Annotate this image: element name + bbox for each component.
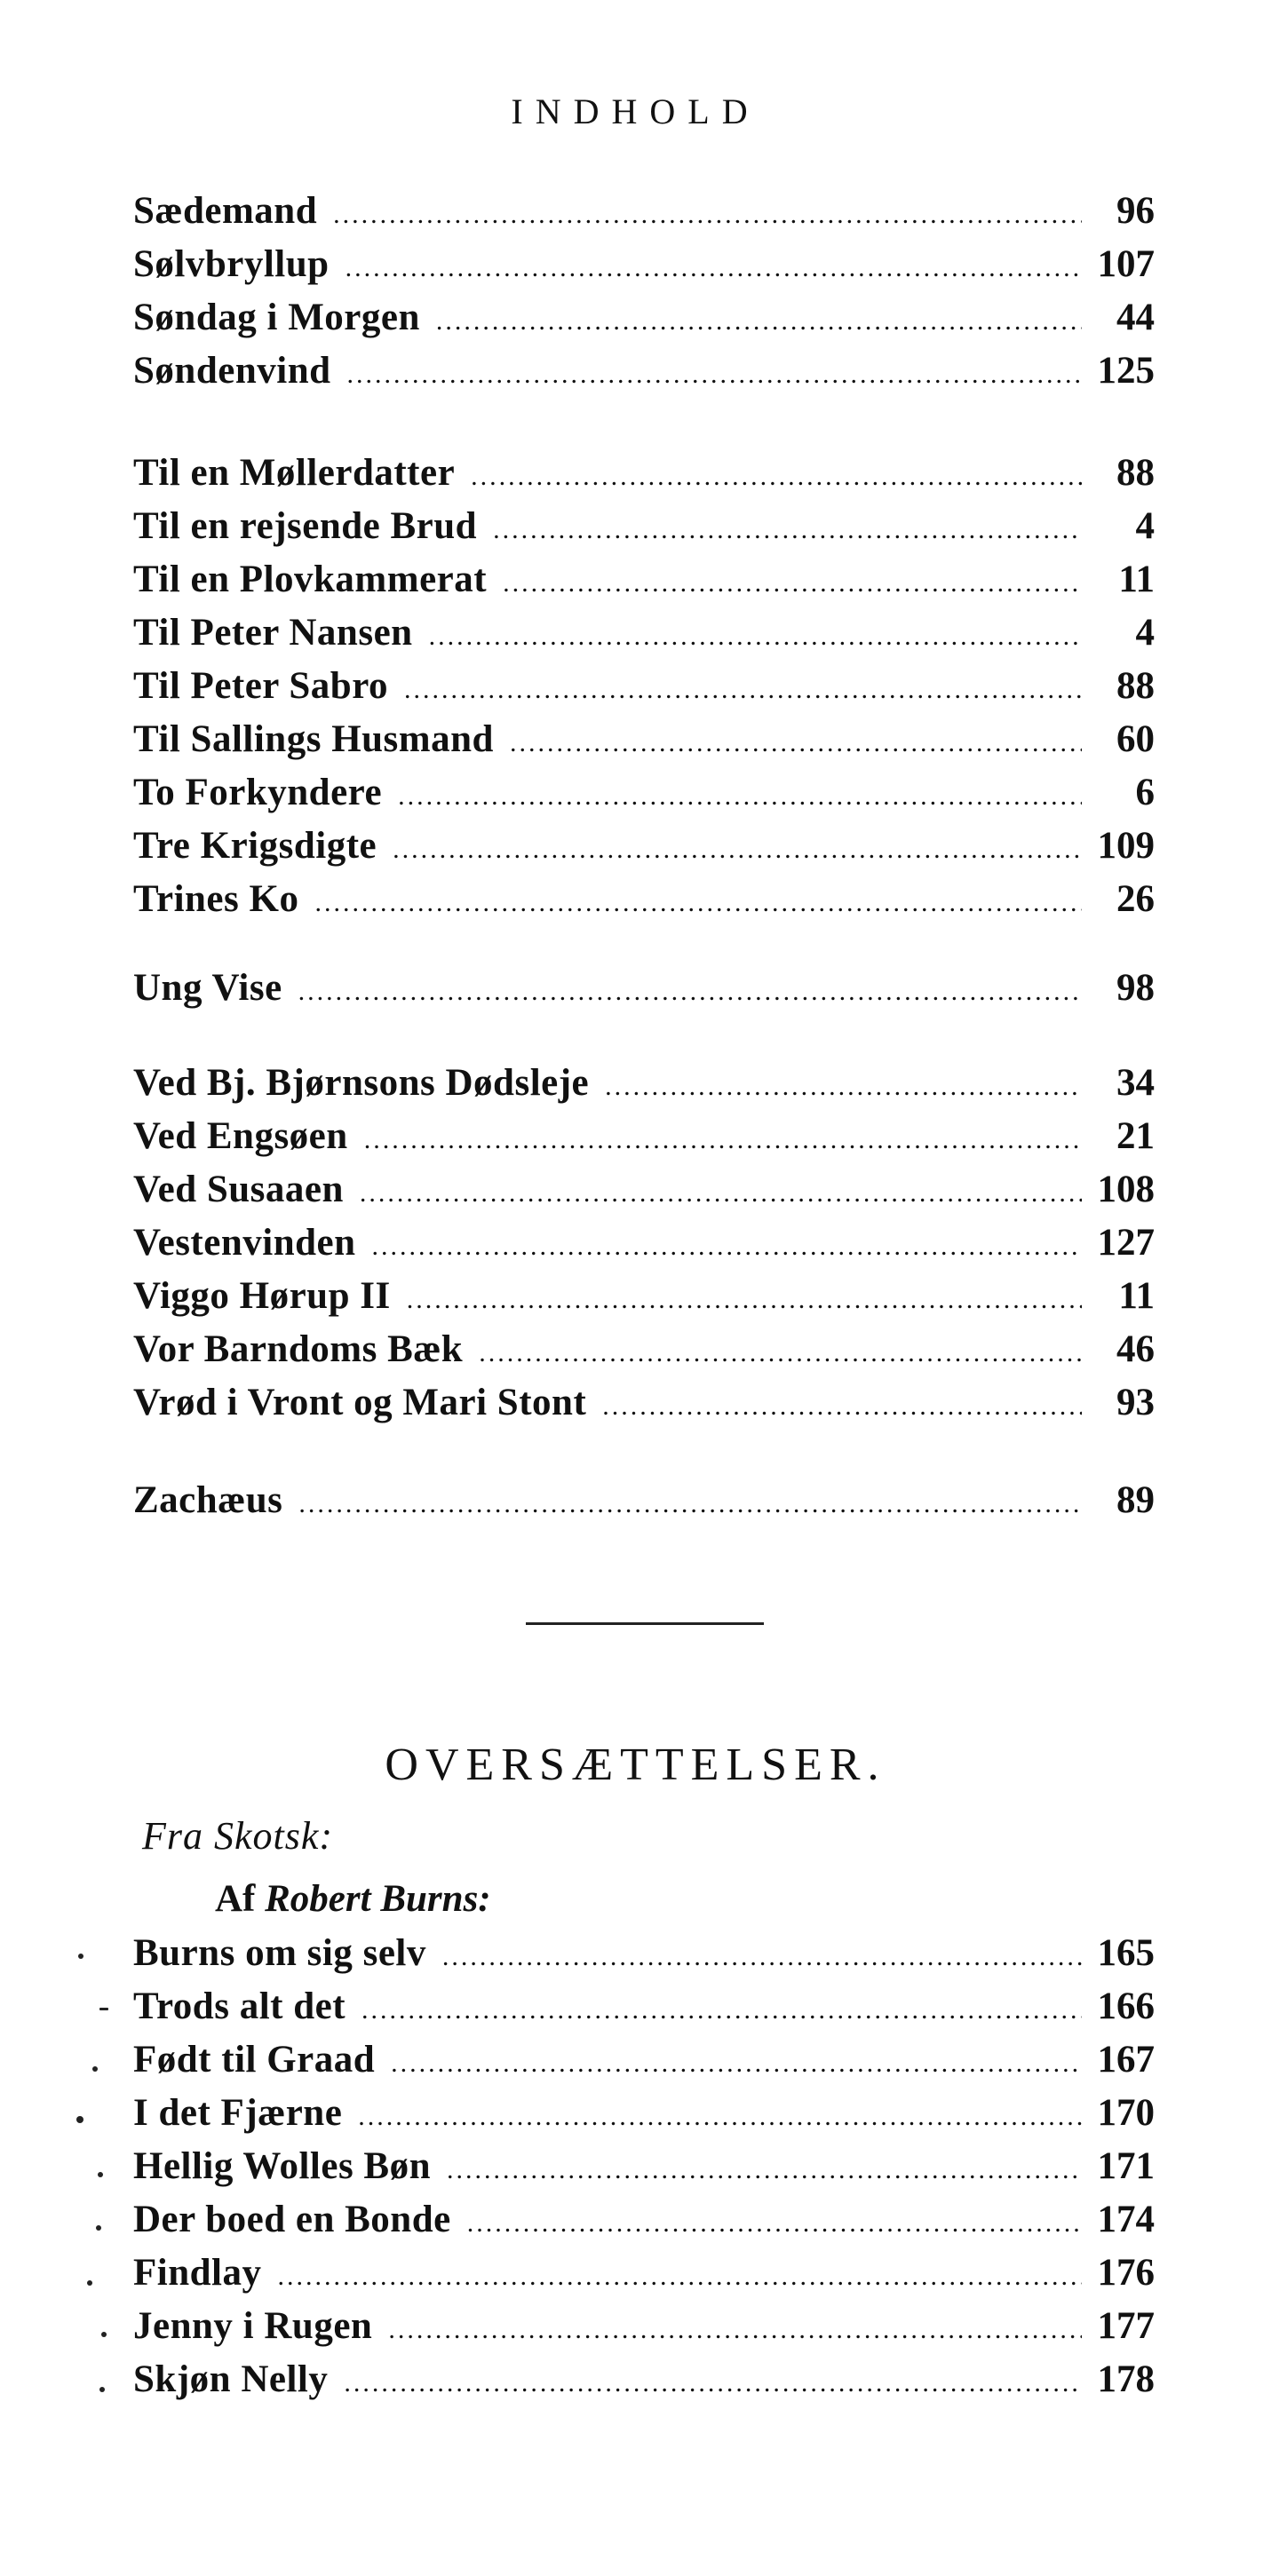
entry-title: Til en rejsende Brud (133, 505, 478, 547)
toc-group (133, 1057, 1155, 1430)
page-number: 171 (1097, 2145, 1155, 2187)
toc-entry (133, 766, 1155, 820)
toc-entry (133, 606, 1155, 660)
toc-entry (133, 1217, 1155, 1270)
page-number: 26 (1116, 878, 1155, 920)
toc-entry (133, 1163, 1155, 1217)
margin-mark (99, 2387, 105, 2392)
toc-entry (133, 185, 1155, 238)
dot-leader (388, 2303, 1082, 2357)
margin-mark (76, 2116, 83, 2123)
page-number: 165 (1097, 1932, 1155, 1974)
page-number: 98 (1116, 967, 1155, 1009)
entry-title: Sædemand (133, 190, 318, 232)
page-number: 4 (1135, 612, 1155, 654)
dot-leader (346, 242, 1082, 295)
dot-leader (393, 823, 1082, 876)
page-number: 170 (1097, 2092, 1155, 2134)
dot-leader (364, 1114, 1082, 1167)
entry-title: Født til Graad (133, 2039, 376, 2081)
dot-leader (503, 557, 1082, 610)
entry-title: Ved Bj. Bjørnsons Dødsleje (133, 1062, 590, 1104)
toc-entry (133, 447, 1155, 500)
page-number: 176 (1097, 2252, 1155, 2294)
entry-title: Ung Vise (133, 967, 282, 1009)
toc-entry (133, 2247, 1155, 2300)
entry-title: Sølvbryllup (133, 243, 330, 285)
page-number: 108 (1097, 1169, 1155, 1210)
dot-leader (471, 450, 1082, 503)
entry-title: Zachæus (133, 1479, 283, 1521)
page-number: 89 (1116, 1479, 1155, 1521)
page-number: 167 (1097, 2039, 1155, 2081)
entry-title: Ved Susaaen (133, 1169, 344, 1210)
translations-list (133, 1927, 1155, 2406)
entry-title: Til en Møllerdatter (133, 452, 456, 494)
entry-title: Søndenvind (133, 350, 331, 392)
entry-title: Til Peter Nansen (133, 612, 413, 654)
page-number: 88 (1116, 665, 1155, 707)
dot-leader (398, 770, 1082, 823)
dot-leader (344, 2357, 1082, 2410)
toc-entry (133, 1474, 1155, 1527)
page-number: 6 (1135, 772, 1155, 813)
toc-group (133, 1474, 1155, 1527)
page-number: 11 (1118, 559, 1155, 600)
entry-title: Burns om sig selv (133, 1932, 426, 1974)
page-number: 34 (1116, 1062, 1155, 1104)
dot-leader (391, 2037, 1082, 2090)
dot-leader (298, 965, 1082, 1019)
toc-entry (133, 1323, 1155, 1376)
toc-entry (133, 873, 1155, 926)
toc-entry (133, 2033, 1155, 2087)
page-number: 174 (1097, 2199, 1155, 2240)
author-name: Robert Burns: (265, 1878, 491, 1920)
page-number: 125 (1097, 350, 1155, 392)
toc-entry (133, 2193, 1155, 2247)
toc-entry (133, 1110, 1155, 1163)
toc-entry (133, 2353, 1155, 2406)
toc-entry (133, 1980, 1155, 2033)
page-number: 178 (1097, 2358, 1155, 2400)
dot-leader (510, 717, 1082, 770)
dot-leader (436, 295, 1082, 348)
entry-title: I det Fjærne (133, 2092, 343, 2134)
page-number: 177 (1097, 2305, 1155, 2347)
dot-leader (602, 1380, 1082, 1433)
page-number: 109 (1097, 825, 1155, 867)
entry-title: Vrød i Vront og Mari Stont (133, 1382, 587, 1423)
margin-mark (101, 2332, 107, 2337)
toc-entry (133, 2140, 1155, 2193)
entry-title: Søndag i Morgen (133, 297, 420, 338)
dot-leader (407, 1273, 1082, 1327)
page-number: 60 (1116, 718, 1155, 760)
toc-entry (133, 1057, 1155, 1110)
section-divider (526, 1622, 764, 1625)
page-number: 46 (1116, 1328, 1155, 1370)
dot-leader (298, 1478, 1082, 1531)
toc-entry (133, 713, 1155, 766)
dot-leader (278, 2250, 1083, 2303)
entry-title: Tre Krigsdigte (133, 825, 377, 867)
page-number: 4 (1135, 505, 1155, 547)
page-number: 11 (1118, 1275, 1155, 1317)
dot-leader (467, 2197, 1082, 2250)
page-number: 93 (1116, 1382, 1155, 1423)
dot-leader (372, 1220, 1082, 1273)
dot-leader (429, 610, 1082, 663)
dot-leader (358, 2090, 1082, 2144)
author-line (215, 1873, 491, 1926)
toc-group (133, 185, 1155, 398)
entry-title: Vor Barndoms Bæk (133, 1328, 464, 1370)
toc-entry (133, 238, 1155, 291)
page-number: 107 (1097, 243, 1155, 285)
toc-entry (133, 500, 1155, 553)
page-number: 96 (1116, 190, 1155, 232)
entry-title: Hellig Wolles Bøn (133, 2145, 432, 2187)
entry-title: Trines Ko (133, 878, 299, 920)
toc-entry (133, 2087, 1155, 2140)
margin-mark (99, 2008, 108, 2010)
dot-leader (605, 1060, 1082, 1114)
author-prefix: Af (215, 1878, 256, 1920)
margin-mark (96, 2225, 101, 2231)
toc-group (133, 447, 1155, 926)
toc-entry (133, 553, 1155, 606)
margin-mark (92, 2066, 98, 2072)
entry-title: Viggo Hørup II (133, 1275, 391, 1317)
entry-title: Jenny i Rugen (133, 2305, 373, 2347)
page-number: 88 (1116, 452, 1155, 494)
entry-title: Trods alt det (133, 1986, 346, 2027)
toc-entry (133, 820, 1155, 873)
toc-entry (133, 660, 1155, 713)
entry-title: Der boed en Bonde (133, 2199, 451, 2240)
translations-heading: OVERSÆTTELSER. (385, 1740, 886, 1790)
margin-mark (98, 2172, 103, 2177)
toc-entry (133, 1927, 1155, 1980)
page-number: 44 (1116, 297, 1155, 338)
toc-entry (133, 962, 1155, 1015)
toc-entry (133, 345, 1155, 398)
page-number: 166 (1097, 1986, 1155, 2027)
toc-entry (133, 1376, 1155, 1430)
dot-leader (442, 1930, 1082, 1984)
margin-mark (78, 1954, 83, 1959)
language-subheading: Fra Skotsk: (142, 1814, 334, 1858)
entry-title: To Forkyndere (133, 772, 383, 813)
toc-entry (133, 1270, 1155, 1323)
dot-leader (347, 348, 1082, 401)
dot-leader (360, 1167, 1082, 1220)
toc-entry (133, 291, 1155, 345)
entry-title: Findlay (133, 2252, 262, 2294)
page-number: 21 (1116, 1115, 1155, 1157)
entry-title: Skjøn Nelly (133, 2358, 329, 2400)
page-header: INDHOLD (511, 91, 760, 131)
toc-group (133, 962, 1155, 1015)
dot-leader (493, 503, 1082, 557)
dot-leader (404, 663, 1082, 717)
entry-title: Til en Plovkammerat (133, 559, 488, 600)
dot-leader (361, 1984, 1082, 2037)
page-number: 127 (1097, 1222, 1155, 1264)
dot-leader (447, 2144, 1082, 2197)
entry-title: Vestenvinden (133, 1222, 356, 1264)
entry-title: Til Peter Sabro (133, 665, 388, 707)
toc-entry (133, 2300, 1155, 2353)
dot-leader (314, 876, 1082, 930)
dot-leader (479, 1327, 1082, 1380)
entry-title: Ved Engsøen (133, 1115, 348, 1157)
margin-mark (87, 2280, 92, 2286)
entry-title: Til Sallings Husmand (133, 718, 494, 760)
dot-leader (333, 188, 1082, 242)
